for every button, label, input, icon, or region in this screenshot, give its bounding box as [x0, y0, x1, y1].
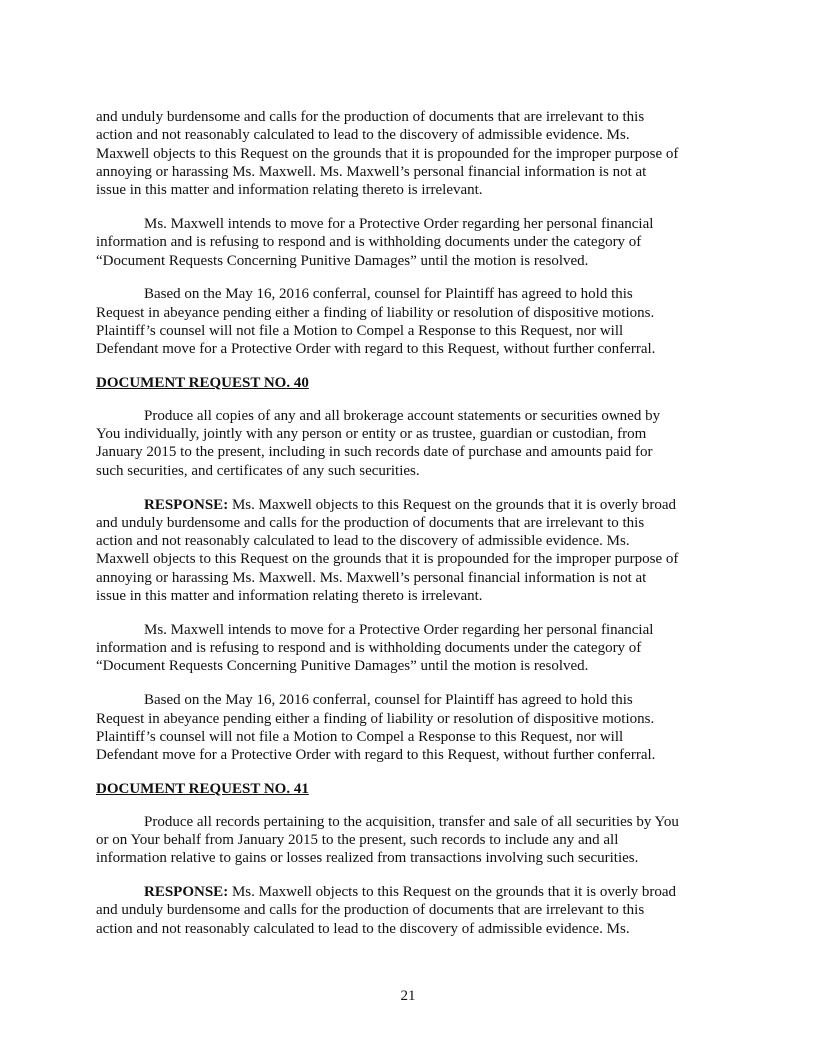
request-41-response: [96, 883, 720, 938]
request-40-protective-order: Ms. Maxwell intends to move for a Protective Order regarding her personal financial information and is refusing to respond and is withholding documents under the category of “Document Requests Concerning Punitive Damages” until the motion is resolved.: [96, 621, 654, 675]
request-41-text: Produce all records pertaining to the acquisition, transfer and sale of all securities by You or on Your behalf from January 2015 to the present, such records to include any and all information relative to gains or losses realized from transactions involving such securities.: [96, 813, 679, 867]
request-40-text: Produce all copies of any and all brokerage account statements or securities owned by You individually, jointly with any person or entity or as trustee, guardian or custodian, from January 2015 to the present, including in such records date of purchase and amounts paid for such securities, and certificates of any such securities.: [96, 407, 661, 479]
request-40-conferral: Based on the May 16, 2016 conferral, counsel for Plaintiff has agreed to hold this Request in abeyance pending either a finding of liability or resolution of dispositive motions. Plaintiff’s counsel will not file a Motion to Compel a Response to this Request, nor will Defendant move for a Protective Order with regard to this Request, without further conferral.: [96, 692, 656, 764]
request-41-heading: DOCUMENT REQUEST NO. 41: [96, 780, 309, 797]
request-40-heading: DOCUMENT REQUEST NO. 40: [96, 375, 309, 392]
document-page: [96, 108, 720, 953]
response-text: Ms. Maxwell objects to this Request on the grounds that it is overly broad and unduly burdensome and calls for the production of documents that are irrelevant to this action and not reasonably calculated to lead to the discovery of admissible evidence. Ms.: [96, 884, 677, 937]
response-label: RESPONSE:: [144, 884, 229, 901]
response-label: RESPONSE:: [144, 496, 229, 513]
page-number: 21: [400, 988, 416, 1004]
conferral-paragraph: Based on the May 16, 2016 conferral, counsel for Plaintiff has agreed to hold this Request in abeyance pending either a finding of liability or resolution of dispositive motions. Plaintiff’s counsel will not file a Motion to Compel a Response to this Request, nor will Defendant move for a Protective Order with regard to this Request, without further conferral.: [96, 286, 656, 358]
response-text: Ms. Maxwell objects to this Request on the grounds that it is overly broad and unduly burdensome and calls for the production of documents that are irrelevant to this action and not reasonably calculated to lead to the discovery of admissible evidence. Ms. Maxwell objects to this Request on the grounds that it is propounded for the improper purpose of annoying or harassing Ms. Maxwell. Ms. Maxwell’s personal financial information is not at issue in this matter and information relating thereto is irrelevant.: [96, 496, 679, 605]
protective-order-paragraph: Ms. Maxwell intends to move for a Protective Order regarding her personal financial information and is refusing to respond and is withholding documents under the category of “Document Requests Concerning Punitive Damages” until the motion is resolved.: [96, 215, 654, 269]
request-40-response: [96, 496, 720, 606]
continued-response-paragraph: and unduly burdensome and calls for the production of documents that are irrelevant to this action and not reasonably calculated to lead to the discovery of admissible evidence. Ms. Maxwell objects to this Request on the grounds that it is propounded for the improper purpose of annoying or harassing Ms. Maxwell. Ms. Maxwell’s personal financial information is not at issue in this matter and information relating thereto is irrelevant.: [96, 109, 679, 199]
